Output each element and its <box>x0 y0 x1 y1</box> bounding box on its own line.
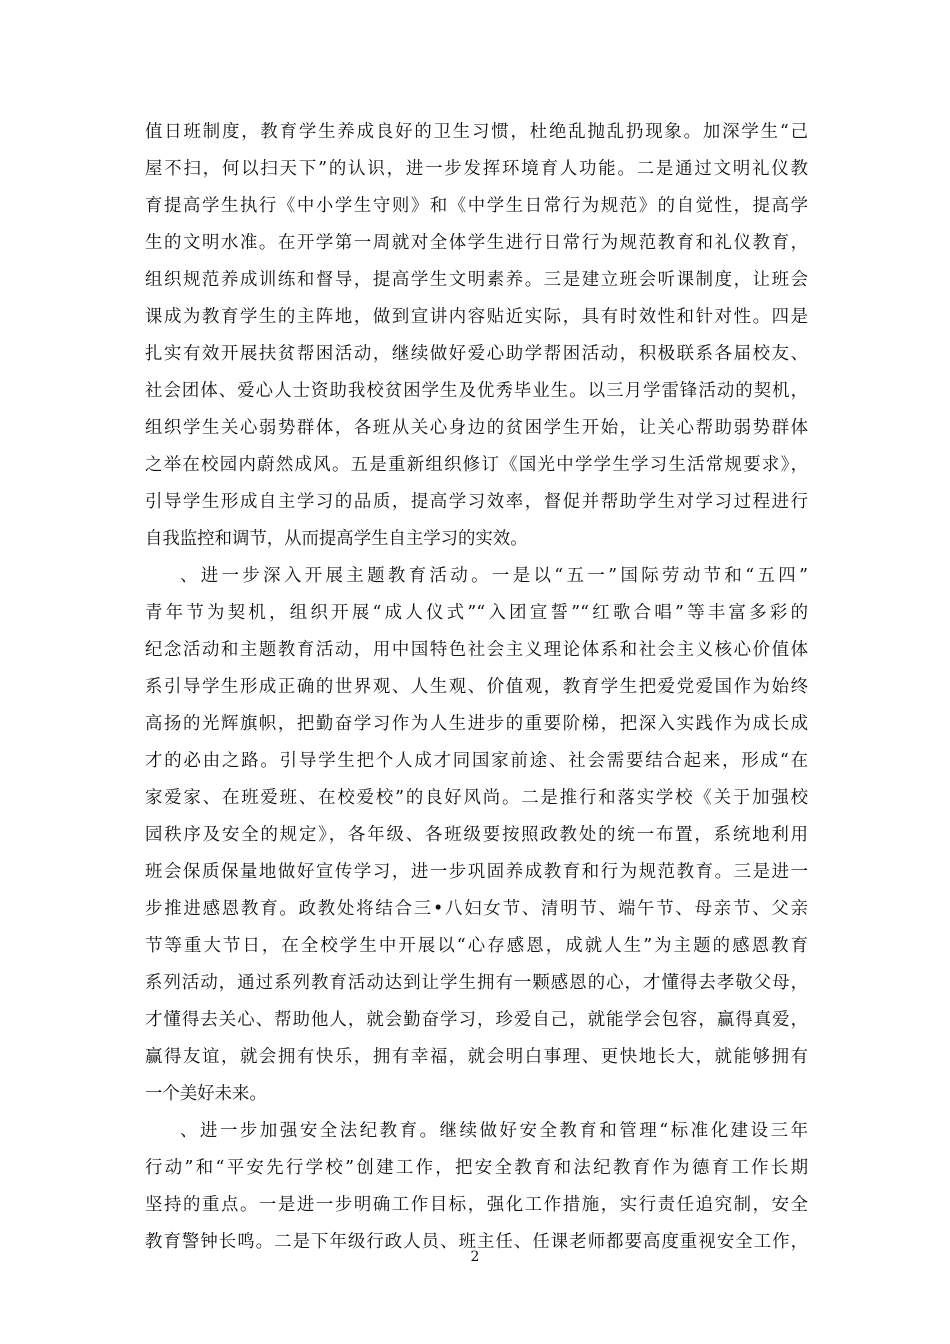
text-line: 之举在校园内蔚然成风。五是重新组织修订《国光中学学生学习生活常规要求》， <box>145 455 808 475</box>
text-line: 家爱家、在班爱班、在校爱校”的良好风尚。二是推行和落实学校《关于加强校 <box>145 788 808 808</box>
text-line: 组织规范养成训练和督导，提高学生文明素养。三是建立班会听课制度，让班会 <box>145 270 808 290</box>
text-line: 班会保质保量地做好宣传学习，进一步巩固养成教育和行为规范教育。三是进一 <box>145 862 808 882</box>
text-line: 自我监控和调节，从而提高学生自主学习的实效。 <box>145 529 528 549</box>
page-number: 2 <box>470 1249 480 1265</box>
text-line: 步推进感恩教育。政教处将结合三•八妇女节、清明节、端午节、母亲节、父亲 <box>145 899 808 919</box>
text-line: 行动”和“平安先行学校”创建工作，把安全教育和法纪教育作为德育工作长期 <box>145 1158 808 1178</box>
text-line: 生的文明水准。在开学第一周就对全体学生进行日常行为规范教育和礼仪教育， <box>145 233 808 253</box>
text-line: 系引导学生形成正确的世界观、人生观、价值观，教育学生把爱党爱国作为始终 <box>145 677 808 697</box>
text-line: 才的必由之路。引导学生把个人成才同国家前途、社会需要结合起来，形成“在 <box>145 751 808 771</box>
text-line: 社会团体、爱心人士资助我校贫困学生及优秀毕业生。以三月学雷锋活动的契机， <box>145 381 808 401</box>
text-line: 一个美好未来。 <box>145 1084 267 1104</box>
text-line: 赢得友谊，就会拥有快乐，拥有幸福，就会明白事理、更快地长大，就能够拥有 <box>145 1047 808 1067</box>
section-heading-line: 、进一步深入开展主题教育活动。一是以“五一”国际劳动节和“五四” <box>180 566 808 586</box>
text-line: 组织学生关心弱势群体，各班从关心身边的贫困学生开始，让关心帮助弱势群体 <box>145 418 808 438</box>
text-line: 扎实有效开展扶贫帮困活动，继续做好爱心助学帮困活动，积极联系各届校友、 <box>145 344 808 364</box>
text-line: 坚持的重点。一是进一步明确工作目标，强化工作措施，实行责任追究制，安全 <box>145 1195 808 1215</box>
text-line: 园秩序及安全的规定》，各年级、各班级要按照政教处的统一布置，系统地利用 <box>145 825 808 845</box>
text-line: 育提高学生执行《中小学生守则》和《中学生日常行为规范》的自觉性，提高学 <box>145 196 808 216</box>
text-line: 系列活动，通过系列教育活动达到让学生拥有一颗感恩的心，才懂得去孝敬父母， <box>145 973 808 993</box>
text-line: 屋不扫，何以扫天下”的认识，进一步发挥环境育人功能。二是通过文明礼仪教 <box>145 159 808 179</box>
text-line: 教育警钟长鸣。二是下年级行政人员、班主任、任课老师都要高度重视安全工作， <box>145 1232 808 1252</box>
text-line: 值日班制度，教育学生养成良好的卫生习惯，杜绝乱抛乱扔现象。加深学生“己 <box>145 122 808 142</box>
text-line: 青年节为契机，组织开展“成人仪式”“入团宣誓”“红歌合唱”等丰富多彩的 <box>145 603 808 623</box>
text-line: 引导学生形成自主学习的品质，提高学习效率，督促并帮助学生对学习过程进行 <box>145 492 808 512</box>
text-line: 高扬的光辉旗帜，把勤奋学习作为人生进步的重要阶梯，把深入实践作为成长成 <box>145 714 808 734</box>
text-line: 节等重大节日，在全校学生中开展以“心存感恩，成就人生”为主题的感恩教育 <box>145 936 808 956</box>
text-line: 才懂得去关心、帮助他人，就会勤奋学习，珍爱自己，就能学会包容，赢得真爱， <box>145 1010 808 1030</box>
text-line: 课成为教育学生的主阵地，做到宣讲内容贴近实际，具有时效性和针对性。四是 <box>145 307 808 327</box>
section-heading-line: 、进一步加强安全法纪教育。继续做好安全教育和管理“标准化建设三年 <box>180 1121 808 1141</box>
text-line: 纪念活动和主题教育活动，用中国特色社会主义理论体系和社会主义核心价值体 <box>145 640 808 660</box>
